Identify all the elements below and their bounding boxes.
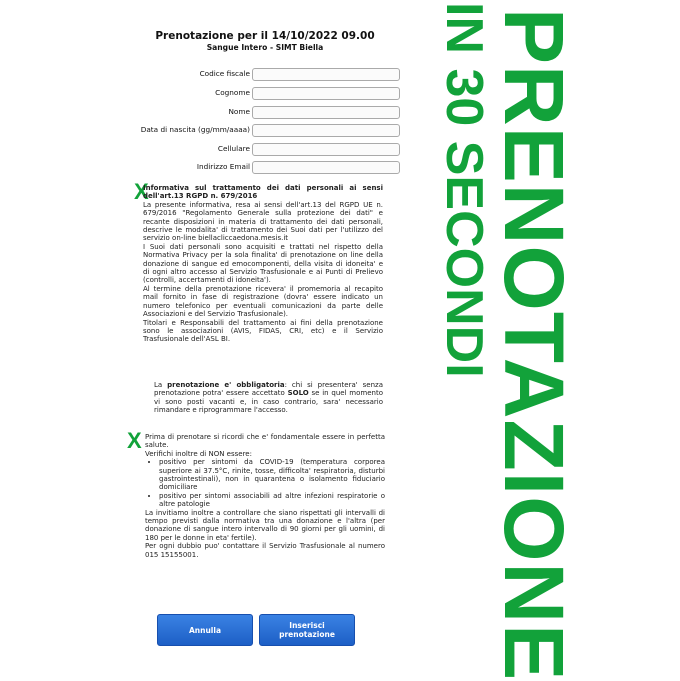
page-subtitle: Sangue Intero - SIMT Biella: [206, 43, 324, 52]
health-list: [145, 458, 385, 508]
cognome-input[interactable]: [252, 87, 400, 100]
cellulare-row: [100, 143, 396, 156]
banner-line-in-30-secondi: IN 30 SECONDI: [435, 2, 493, 378]
privacy-paragraph-4: Titolari e Responsabili del trattamento ai fini della prenotazione sono le associazioni (AVIS, FIDAS, CRI, etc) e il Servizio Trasfusionale dell'ASL BI.: [143, 318, 383, 344]
privacy-paragraph-3: Al termine della prenotazione ricevera' il promemoria al recapito mail fornito in fase di registrazione (dovra' essere indicato un numero telefonico per eventuali comunicazioni da parte delle Associazioni e del Servizio Trasfusionale).: [143, 284, 383, 319]
birthdate-label: Data di nascita (gg/mm/aaaa): [140, 125, 250, 134]
mandatory-paragraph: [154, 381, 383, 415]
cellulare-label: Cellulare: [217, 144, 250, 153]
health-check-mark: X: [127, 428, 142, 453]
health-bullet-covid: • positivo per sintomi da COVID-19 (temperatura corporea superiore ai 37.5°C, rinite, tosse, difficolta' respiratoria, disturbi gastrointestinali), non in quarantena o isolamento fiduciario domiciliare: [159, 458, 385, 492]
cancel-button[interactable]: Annulla: [157, 614, 253, 646]
cognome-row: [100, 87, 396, 100]
privacy-heading: Informativa sul trattamento dei dati personali ai sensi dell'art.13 RGPD n. 679/2016: [143, 184, 383, 201]
health-bullet-other: • positivo per sintomi associabili ad altre infezioni respiratorie o altre patologie: [159, 492, 385, 509]
nome-row: [100, 106, 396, 119]
codice-fiscale-input[interactable]: [252, 68, 400, 81]
privacy-check-mark: X: [134, 179, 149, 204]
health-contact: Per ogni dubbio puo' contattare il Servizio Trasfusionale al numero 015 15155001.: [145, 542, 385, 559]
privacy-paragraph-1: La presente informativa, resa ai sensi dell'art.13 del RGPD UE n. 679/2016 "Regolamento Generale sulla protezione dei dati" e recante disposizioni in materia di trattamento dei dati personali, descrive le modalita' di trattamento dei Suoi dati per l'utilizzo del servizio on-line biellacliccaedona.mesis.it: [143, 200, 383, 243]
nome-label: Nome: [228, 107, 250, 116]
privacy-notice: [143, 184, 383, 344]
cellulare-input[interactable]: [252, 143, 400, 156]
mandatory-mid: : chi si presentera' senza prenotazione potra' essere accettato: [154, 381, 383, 398]
birthdate-row: [100, 124, 396, 137]
mandatory-bold-2: SOLO: [287, 389, 309, 398]
email-row: [100, 161, 396, 174]
health-intervals: La invitiamo inoltre a controllare che siano rispettati gli intervalli di tempo previsti dalla normativa tra una donazione e l'altra (per donazione di sangue intero intervallo di 90 giorni per gli uomini, di 180 per le donne in eta' fertile).: [145, 508, 385, 542]
email-input[interactable]: [252, 161, 400, 174]
nome-input[interactable]: [252, 106, 400, 119]
mandatory-post: se in quel momento vi sono posti vacanti e, in caso contrario, sara' necessario rimandare e riprogrammare l'accesso.: [154, 389, 383, 415]
privacy-paragraph-2: I Suoi dati personali sono acquisiti e trattati nel rispetto della Normativa Privacy per la sola finalita' di prenotazione on line della donazione di sangue ed emocomponenti, della visita di idoneita' e di ogni altro accesso al Servizio Trasfusionale e ai Punti di Prelievo (controlli, accertamenti di idoneita').: [143, 242, 383, 285]
mandatory-pre: La: [154, 381, 168, 389]
codice-fiscale-label: Codice fiscale: [199, 69, 250, 78]
mandatory-notice: [154, 381, 383, 415]
health-notice: [145, 433, 385, 559]
codice-fiscale-row: [100, 68, 396, 81]
mandatory-bold-1: prenotazione e' obbligatoria: [167, 381, 285, 389]
email-label: Indirizzo Email: [196, 162, 250, 171]
birthdate-input[interactable]: [252, 124, 400, 137]
banner-line-prenotazione: PRENOTAZIONE: [487, 8, 581, 681]
submit-booking-button[interactable]: Inserisci prenotazione: [259, 614, 355, 646]
page-title: Prenotazione per il 14/10/2022 09.00: [155, 30, 375, 42]
health-intro: Prima di prenotare si ricordi che e' fondamentale essere in perfetta salute.: [145, 433, 385, 450]
health-verify: Verifichi inoltre di NON essere:: [145, 449, 252, 458]
cognome-label: Cognome: [215, 88, 250, 97]
